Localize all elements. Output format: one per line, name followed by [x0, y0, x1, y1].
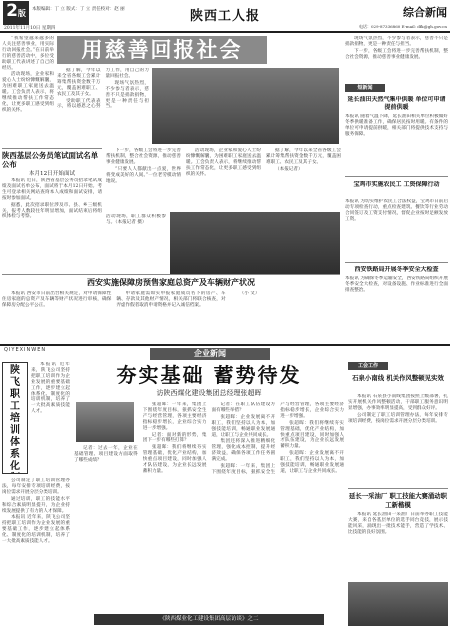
feature-footnote-bar: [94, 614, 324, 625]
photo-caption: 活动现场，职工群众积极参与。（本报记者 摄）: [106, 214, 166, 225]
lead-paragraph: 据了解，今年以来全省各级工会累计筹集帮扶资金数千万元，覆盖困难职工、农民工及其子女。: [266, 148, 341, 165]
right-bottom-body: [348, 394, 448, 486]
left-feature: [2, 362, 70, 626]
right-bottom-paragraph: 本报讯 延长油田一采油厂日前举办职工技能大赛，来自各基层单位的选手同台竞技，展示技能风采，涌现出一批技术能手，营造了学技术、比技能的良好氛围。: [348, 512, 448, 535]
header-rule: [0, 31, 450, 33]
feature-subhead: 访陕西煤化建设集团总经理张超晖: [156, 389, 262, 397]
wide-headline: 西安实施保障房预售家庭总资产及车辆财产状况: [87, 278, 255, 287]
right-item-rule: [345, 176, 448, 177]
feature-banner-text: 企业新闻: [194, 349, 226, 358]
right-bottom-paragraph: 公司制定了职工培训管理办法，每年安排专项培训经费，按岗位需求开展分层分类培训。: [348, 412, 448, 424]
feature-corner-label: QIYEXINWEN: [4, 347, 47, 353]
lead-paragraph: “只要人人都献出一点爱，世界将变成美好的人间。”一位老劳模动情地说。: [106, 166, 181, 184]
right-paragraph: 现场气氛热烈，不少参与者表示，慈善不只是捐款捐物，更是一种责任与担当。: [345, 36, 448, 47]
page-header: [0, 0, 450, 33]
page-number-unit: 版: [17, 9, 26, 18]
section-title: 综合新闻: [403, 6, 447, 19]
right-paragraph: 下一步，各级工会将进一步完善帮扶机制，整合社会资源，推动慈善事业健康发展。: [345, 48, 448, 60]
right-item-body: 本报讯 随着气温下降，延长油田相关单位积极做好冬季供暖准备工作，确保居民按时用暖。有条件的单位可申请提前供暖，相关部门将提供技术支持与服务保障。: [345, 114, 448, 137]
lead-paragraph: 现场气氛热烈，不少参与者表示，慈善不只是捐款捐物，更是一种责任与担当。: [105, 80, 149, 110]
edition-meta: 本版编辑：丁 立 版式：丁 立 责任校对：赵 丽: [32, 7, 125, 12]
right-item-title: 西安铁路局开展冬季安全大检查: [354, 266, 439, 273]
contact-line: 电话：029-87336860 E-mail: dfk@gh.gov.cn: [358, 24, 447, 29]
left-feature-paragraph: 本报讯 近年来，陕飞公司坚持把职工培训作为企业发展的重要基础工作，逐步建立起体系化、制度化的培训机制，培养了一大批高素质技能人才。: [31, 362, 70, 415]
left-feature-body: [2, 478, 70, 626]
left-feature-paragraph: 通过培训，职工的技能水平和综合素质明显提升，为企业持续发展提供了有力的人才保障。: [2, 496, 70, 514]
right-bottom-rule: [348, 488, 448, 489]
lead-headline: 用慈善回报社会: [81, 38, 243, 62]
newspaper-name: 陕西工人报: [189, 9, 260, 24]
lead-photo: [152, 68, 339, 144]
left-feature-paragraph: 公司制定了职工培训管理办法，每年安排专项培训经费，按岗位需求开展分层分类培训。: [2, 478, 70, 495]
right-bottom-body: [348, 512, 448, 578]
feature-paragraph: 记者：过去一年，企业在基础管理、项目建设方面取得了哪些成绩？: [74, 446, 138, 463]
lead-byline: （本报记者）: [275, 166, 303, 172]
feature-paragraph: 张超晖：企业发展离不开职工，我们坚持以人为本，加强技能培训，畅通职业发展通道，让职工与企业共同成长。: [211, 414, 276, 438]
feature-paragraph: 张超晖：企业发展离不开职工，我们坚持以人为本，加强技能培训，畅通职业发展通道，让职工与企业共同成长。: [280, 451, 344, 474]
middle-headline: 陕西基层公务员笔试面试名单公布: [2, 151, 99, 169]
wide-body: [2, 291, 340, 339]
wide-top-rule: [2, 274, 340, 275]
right-top-body: [345, 36, 448, 80]
feature-paragraph: 记者：在职工队伍建设方面有哪些举措？: [211, 402, 276, 413]
right-item-body: 本报讯 为确保冬季运输安全，西安铁路局组织开展冬季安全大检查，对设备设施、作业标准进行全面排查整治。: [345, 276, 448, 293]
right-item-rule: [345, 262, 448, 263]
right-item-body: 本报讯 为切实维护农民工合法权益，宝鸡市日前启动专项检查行动，重点检查建筑、餐饮等行业劳动合同签订及工资支付情况，督促企业按时足额发放工资。: [345, 199, 448, 222]
wide-story: [2, 274, 340, 340]
middle-subhead: 本月12日开始面试: [28, 171, 76, 177]
page-number: [3, 1, 29, 25]
wide-note: （小 文）: [239, 291, 260, 296]
wide-paragraph: 本报讯 西安市日前出台相关规定，对申请保障性住房家庭的总资产及车辆等财产状况进行审核，确保保障房分配公平公正。: [2, 291, 112, 308]
feature-paragraph: 张超晖：我们将继续夯实管理基础，优化产业结构，加快重点项目建设，同时加强人才队伍建设，为企业长远发展蓄积力量。: [280, 420, 344, 450]
right-bottom-title: 石泉小南线 机关作风整顿见实效: [352, 374, 444, 382]
feature-paragraph: 张超晖：一年来，集团上下围绕年度目标，狠抓安全生产与经营管理，各项主要经济指标稳步增长，企业综合实力进一步增强。: [142, 402, 207, 431]
feature-headline: 夯实基础 蓄势待发: [116, 363, 302, 387]
issue-date: 2011年11月10日 星期四: [4, 26, 56, 31]
feature-banner: [150, 348, 270, 360]
left-feature-paragraph: 本报讯 近年来，陕飞公司坚持把职工培训作为企业发展的重要基础工作，逐步建立起体系化、制度化的培训机制，培养了一大批高素质技能人才。: [2, 515, 70, 545]
feature-footnote: 《陕西煤业化工建设集团高层访谈》之二: [159, 616, 259, 622]
page-number-digit: 2: [6, 1, 18, 21]
right-item-title: 宝鸡市实施农民工 工资保障行动: [353, 181, 440, 188]
right-section-label: 短新闻: [345, 84, 385, 92]
right-bottom-column: [348, 362, 448, 626]
middle-body: [2, 178, 102, 266]
right-bottom-photo: [348, 582, 448, 626]
lead-continuation: [106, 148, 341, 208]
lead-paragraph: “我希望越来越多的人关注慈善事业，用实际行动回报社会。”在日前举行的慈善活动中，多位受助职工代表讲述了自己的经历。: [2, 36, 54, 71]
feature-paragraph: 张超晖：一年来，集团上下围绕年度目标，狠抓安全生产与经营管理，各项主要经济指标稳步增长，企业综合实力进一步增强。: [211, 402, 344, 475]
lead-body-right: [57, 68, 149, 144]
middle-top-rule: [2, 148, 102, 149]
feature-band-rule: [0, 344, 450, 346]
left-feature-headline-box: [2, 362, 28, 474]
lead-paragraph: 活动现场，企业家和爱心人士纷纷慷慨解囊，为困难职工家庭送去温暖。工会负责人表示，将继续推动帮扶工作常态化，让更多职工感受到组织的关怀。: [186, 148, 261, 177]
lead-paragraph: 受助职工代表表示，将以感恩之心努力工作，用自己的力量回报社会。: [57, 68, 149, 110]
right-bottom-section-label: 工会工作: [348, 362, 388, 370]
right-column: [343, 36, 448, 341]
secondary-photo: [170, 212, 340, 274]
lead-headline-bar: [57, 36, 267, 64]
left-feature-body-top: [31, 362, 70, 474]
feature-story: [74, 362, 344, 626]
lead-paragraph: 活动现场，企业家和爱心人士纷纷慷慨解囊，为困难职工家庭送去温暖。工会负责人表示，将继续推动帮扶工作常态化，让更多职工感受到组织的关怀。: [2, 72, 54, 113]
right-bottom-paragraph: 本报讯 石泉县小南线集团按照上级部署，扎实开展机关作风整顿活动，干部职工服务意识明显增强，办事效率明显提高，受到群众好评。: [348, 394, 448, 411]
middle-paragraph: 本报讯 近日，陕西省基层公务员招录笔试成绩及面试名单公布，面试将于本月12日开始。考生可登录相关网站查询本人成绩和面试安排，请按时参加面试。: [2, 178, 102, 201]
middle-paragraph: 据悉，此次招录职位涉及市、县、乡三级机关，报考人数较往年明显增加，面试结束后将组织体检与考察。: [2, 202, 102, 220]
middle-story: [2, 148, 102, 266]
lead-paragraph: 据了解，今年以来全省各级工会累计筹集帮扶资金数千万元，覆盖困难职工、农民工及其子女。: [57, 68, 101, 97]
lead-story: [2, 36, 339, 144]
lead-body-left: [2, 36, 54, 144]
feature-paragraph: 张超晖：我们将继续夯实管理基础，优化产业结构，加快重点项目建设，同时加强人才队伍建设，为企业长远发展蓄积力量。: [142, 445, 207, 474]
lead-paragraph: 下一步，各级工会将进一步完善帮扶机制，整合社会资源，推动慈善事业健康发展。: [106, 148, 181, 165]
feature-body: [74, 402, 344, 610]
right-bottom-title: 延长一采油厂 职工技能大赛涌动职工新楷模: [348, 492, 448, 509]
feature-paragraph: 集团还将深入推进精细化管理，强化成本控制，提升经济效益，确保各项工作任务圆满完成。: [211, 439, 276, 463]
wide-paragraph: 申请家庭需如实申报家庭成员名下的房产、车辆、存款及其他财产情况，相关部门将联合核查，对弄虚作假者取消申请资格并记入诚信档案。: [116, 291, 226, 308]
feature-paragraph: 记者：面对新的形势，集团下一步有哪些打算？: [142, 432, 207, 444]
right-item-title: 延长油田天然气集中供暖 单位可申请提前供暖: [347, 96, 446, 111]
left-feature-headline: 陕飞职工培训体系化: [10, 365, 20, 472]
